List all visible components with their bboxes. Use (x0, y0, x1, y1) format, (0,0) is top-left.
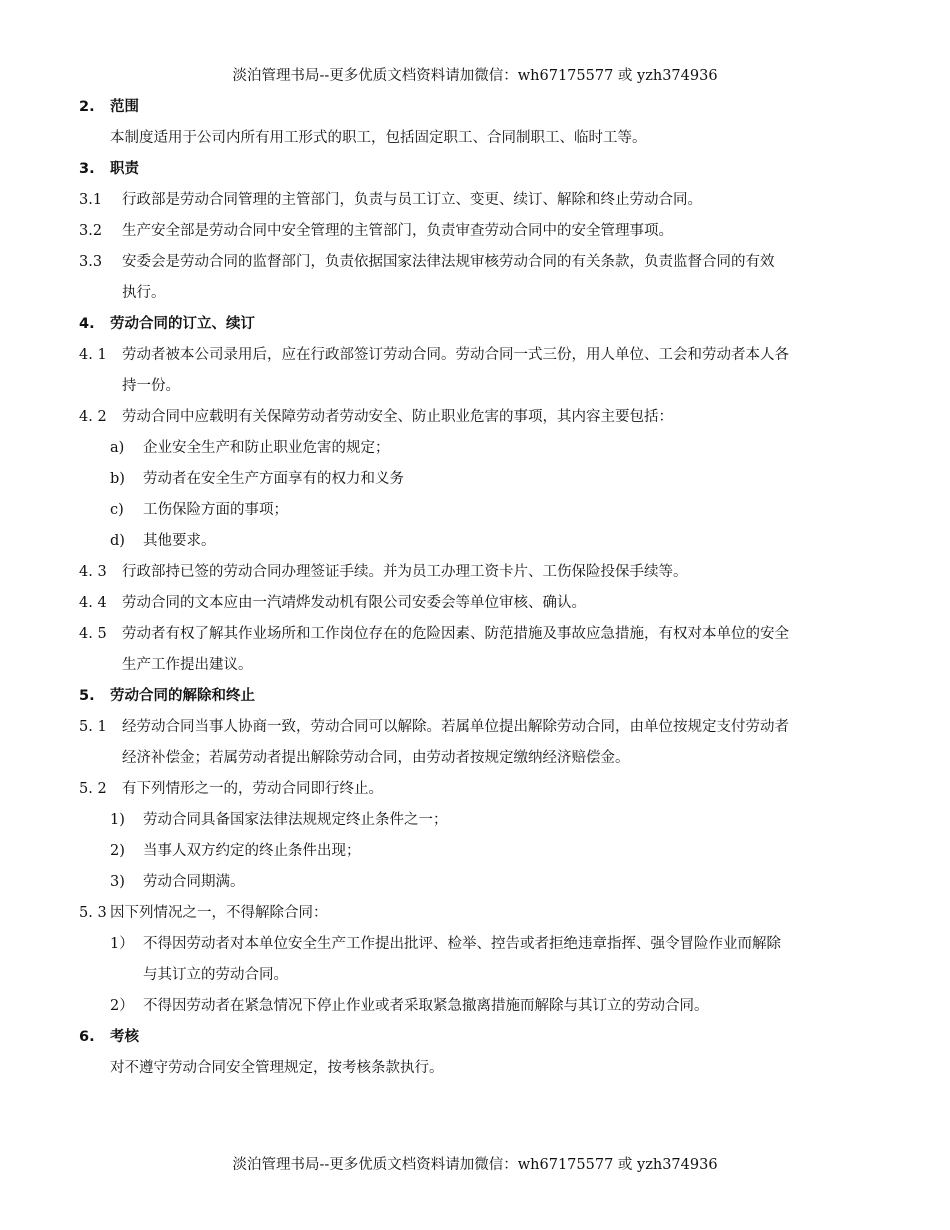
paragraph-text: 本制度适用于公司内所有用工形式的职工，包括固定职工、合同制职工、临时工等。 (110, 130, 647, 146)
section-number: 3. (79, 161, 95, 177)
clause-number: 3.2 (79, 223, 103, 239)
list-item (0, 495, 950, 526)
document-body (0, 92, 950, 1084)
list-item-text: 不得因劳动者在紧急情况下停止作业或者采取紧急撤离措施而解除与其订立的劳动合同。 (143, 998, 709, 1014)
page-header: 淡泊管理书局--更多优质文档资料请加微信：wh67175577 或 yzh374936 (232, 68, 718, 84)
clause-text: 行政部是劳动合同管理的主管部门，负责与员工订立、变更、续订、解除和终止劳动合同。 (122, 192, 702, 208)
clause-continuation (0, 371, 950, 402)
list-item-number: d) (110, 533, 125, 549)
list-item-text: 工伤保险方面的事项； (143, 502, 288, 518)
clause (0, 588, 950, 619)
clause-number: 4. 2 (79, 409, 107, 425)
list-item (0, 991, 950, 1022)
clause-continuation (0, 278, 950, 309)
list-item-text: 劳动合同具备国家法律法规规定终止条件之一； (143, 812, 448, 828)
clause (0, 774, 950, 805)
section-heading (0, 92, 950, 123)
list-item-text: 劳动合同期满。 (143, 874, 245, 890)
list-item-number: c) (110, 502, 124, 518)
clause-number: 4. 1 (79, 347, 107, 363)
clause (0, 557, 950, 588)
clause-text: 劳动者被本公司录用后，应在行政部签订劳动合同。劳动合同一式三份，用人单位、工会和劳动者本人各 (122, 347, 789, 363)
clause-text-wrap: 生产工作提出建议。 (122, 657, 253, 673)
list-item-text: 当事人双方约定的终止条件出现； (143, 843, 361, 859)
clause-text: 因下列情况之一，不得解除合同： (110, 905, 328, 921)
clause (0, 185, 950, 216)
list-item-number: a) (110, 440, 125, 456)
clause-text: 有下列情形之一的，劳动合同即行终止。 (122, 781, 383, 797)
section-heading (0, 309, 950, 340)
list-item-number: 1) (110, 812, 125, 828)
list-item (0, 526, 950, 557)
list-item (0, 929, 950, 960)
clause (0, 619, 950, 650)
section-title: 范围 (110, 99, 139, 115)
list-item-number: 2) (110, 843, 125, 859)
clause (0, 247, 950, 278)
clause (0, 216, 950, 247)
clause-text-wrap: 持一份。 (122, 378, 180, 394)
clause-text: 经劳动合同当事人协商一致，劳动合同可以解除。若属单位提出解除劳动合同，由单位按规定支付劳动者 (122, 719, 789, 735)
section-number: 4. (79, 316, 95, 332)
list-item-text: 不得因劳动者对本单位安全生产工作提出批评、检举、控告或者拒绝违章指挥、强令冒险作业而解除 (143, 936, 781, 952)
section-heading (0, 154, 950, 185)
section-heading (0, 681, 950, 712)
clause-text-wrap: 经济补偿金；若属劳动者提出解除劳动合同，由劳动者按规定缴纳经济赔偿金。 (122, 750, 630, 766)
paragraph (0, 1053, 950, 1084)
section-heading (0, 1022, 950, 1053)
clause-number: 4. 4 (79, 595, 107, 611)
clause (0, 898, 950, 929)
clause (0, 340, 950, 371)
clause-continuation (0, 650, 950, 681)
clause-text: 行政部持已签的劳动合同办理签证手续。并为员工办理工资卡片、工伤保险投保手续等。 (122, 564, 688, 580)
section-title: 劳动合同的解除和终止 (110, 688, 255, 704)
clause-number: 4. 3 (79, 564, 107, 580)
clause-number: 5. 3 (79, 905, 107, 921)
list-item-number: 3) (110, 874, 125, 890)
clause-continuation (0, 743, 950, 774)
list-item (0, 836, 950, 867)
list-item-text: 劳动者在安全生产方面享有的权力和义务 (143, 471, 404, 487)
section-number: 2. (79, 99, 95, 115)
paragraph (0, 123, 950, 154)
list-item (0, 433, 950, 464)
list-item (0, 464, 950, 495)
section-number: 5. (79, 688, 95, 704)
clause-number: 5. 2 (79, 781, 107, 797)
clause-number: 4. 5 (79, 626, 107, 642)
clause-text: 安委会是劳动合同的监督部门，负责依据国家法律法规审核劳动合同的有关条款，负责监督合同的有效 (122, 254, 775, 270)
clause-number: 3.3 (79, 254, 103, 270)
clause-number: 5. 1 (79, 719, 107, 735)
list-item (0, 867, 950, 898)
section-title: 职责 (110, 161, 139, 177)
clause-text: 劳动者有权了解其作业场所和工作岗位存在的危险因素、防范措施及事故应急措施，有权对本单位的安全 (122, 626, 789, 642)
clause-text: 劳动合同中应载明有关保障劳动者劳动安全、防止职业危害的事项，其内容主要包括： (122, 409, 673, 425)
clause-text: 生产安全部是劳动合同中安全管理的主管部门，负责审查劳动合同中的安全管理事项。 (122, 223, 673, 239)
clause-text-wrap: 执行。 (122, 285, 166, 301)
clause-number: 3.1 (79, 192, 103, 208)
clause (0, 712, 950, 743)
section-number: 6. (79, 1029, 95, 1045)
list-item-text: 其他要求。 (143, 533, 216, 549)
clause-text: 劳动合同的文本应由一汽靖烨发动机有限公司安委会等单位审核、确认。 (122, 595, 586, 611)
clause (0, 402, 950, 433)
list-item-text-wrap: 与其订立的劳动合同。 (143, 967, 288, 983)
list-item-text: 企业安全生产和防止职业危害的规定； (143, 440, 390, 456)
section-title: 劳动合同的订立、续订 (110, 316, 255, 332)
page-footer: 淡泊管理书局--更多优质文档资料请加微信：wh67175577 或 yzh374936 (232, 1157, 718, 1173)
list-item-number: 2） (110, 998, 134, 1014)
list-item (0, 805, 950, 836)
list-item-number: 1） (110, 936, 134, 952)
section-title: 考核 (110, 1029, 139, 1045)
list-item-continuation (0, 960, 950, 991)
paragraph-text: 对不遵守劳动合同安全管理规定，按考核条款执行。 (110, 1060, 444, 1076)
list-item-number: b) (110, 471, 125, 487)
